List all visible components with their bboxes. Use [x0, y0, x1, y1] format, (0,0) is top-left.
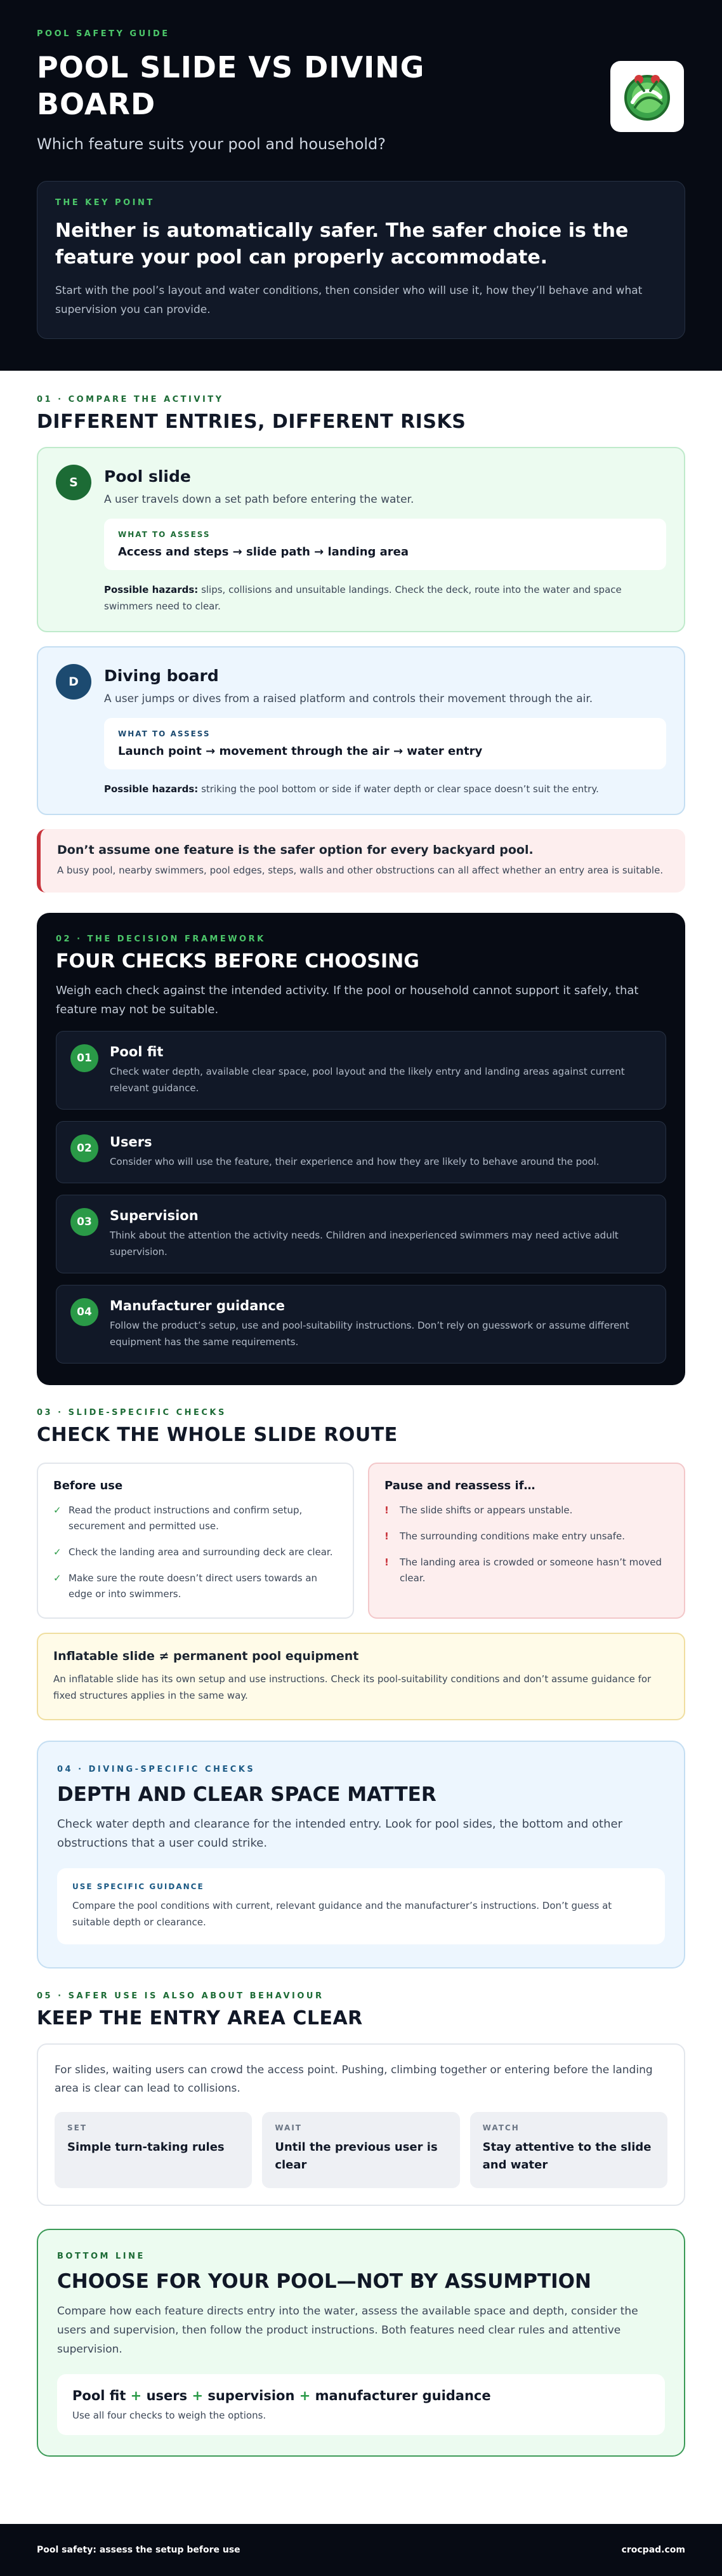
- plus-sign: +: [126, 2388, 147, 2403]
- dive-hazard-text: striking the pool bottom or side if water depth or clear space doesn’t suit the entry.: [198, 783, 599, 795]
- compare-section: [37, 395, 685, 893]
- formula-part: users: [146, 2388, 188, 2403]
- inflatable-note: [37, 1633, 685, 1720]
- page-subtitle: Which feature suits your pool and household?: [37, 135, 386, 153]
- pause-title: Pause and reassess if…: [384, 1479, 535, 1492]
- diving-board-card: [37, 646, 685, 815]
- list-item: [384, 1529, 669, 1544]
- slide-description: A user travels down a set path before entering the water.: [104, 493, 414, 506]
- dive-assess-label: WHAT TO ASSESS: [118, 729, 211, 738]
- tile-watch: [470, 2112, 667, 2188]
- check-title: Users: [110, 1134, 152, 1150]
- exclamation-icon: !: [384, 1504, 389, 1516]
- check-text: Consider who will use the feature, their experience and how they are likely to behave around the pool.: [110, 1156, 600, 1167]
- formula-part: supervision: [207, 2388, 295, 2403]
- list-item-text: Check the landing area and surrounding deck are clear.: [69, 1546, 333, 1558]
- check-title: Pool fit: [110, 1044, 164, 1059]
- diving-checks-section: [37, 1741, 685, 1969]
- check-text: Think about the attention the activity needs. Children and inexperienced swimmers may need active adult supervision.: [110, 1230, 619, 1258]
- formula-part: manufacturer guidance: [315, 2388, 491, 2403]
- warning-callout: [37, 829, 685, 893]
- formula-part: Pool fit: [72, 2388, 126, 2403]
- behaviour-tiles: [55, 2112, 667, 2188]
- diving-checks-eyebrow: 04 · DIVING-SPECIFIC CHECKS: [57, 1765, 256, 1774]
- list-item: [53, 1503, 338, 1534]
- check-mark-icon: ✓: [53, 1504, 62, 1516]
- framework-eyebrow: 02 · THE DECISION FRAMEWORK: [56, 934, 266, 944]
- slide-checks-section: [37, 1408, 685, 1720]
- before-use-title: Before use: [53, 1479, 123, 1492]
- check-item: [56, 1031, 666, 1110]
- check-text: Check water depth, available clear space, pool layout and the likely entry and landing areas against current relevant guidance.: [110, 1066, 625, 1094]
- slide-hazard-text: slips, collisions and unsuitable landings. Check the deck, route into the water and space swimmers need to clear.: [104, 584, 622, 612]
- list-item-text: Read the product instructions and confirm setup, securement and permitted use.: [69, 1504, 303, 1532]
- hero-section: [0, 0, 722, 371]
- pause-reassess-box: [368, 1463, 685, 1619]
- guidance-box: [57, 1868, 665, 1944]
- check-number: 04: [70, 1298, 98, 1326]
- tile-label: SET: [67, 2123, 88, 2132]
- key-point-headline: Neither is automatically safer. The safer choice is the feature your pool can properly accommodate.: [55, 220, 629, 269]
- formula: [72, 2388, 650, 2403]
- framework-intro: Weigh each check against the intended activity. If the pool or household cannot support it safely, that feature may not be suitable.: [56, 984, 639, 1016]
- tile-label: WATCH: [482, 2123, 520, 2132]
- footer-site-link[interactable]: crocpad.com: [621, 2545, 685, 2555]
- dive-title: Diving board: [104, 667, 219, 685]
- slide-hazard-label: Possible hazards:: [104, 584, 199, 595]
- green-slide-logo-icon: [620, 69, 674, 124]
- key-point-text: Start with the pool’s layout and water conditions, then consider who will use it, how they’ll behave and what supervision you can provide.: [55, 284, 643, 316]
- tile-value: Simple turn-taking rules: [67, 2141, 225, 2154]
- warning-title: Don’t assume one feature is the safer option for every backyard pool.: [57, 843, 534, 857]
- entry-area-card: [37, 2043, 685, 2206]
- main-content: [0, 371, 722, 2457]
- diving-checks-title: DEPTH AND CLEAR SPACE MATTER: [57, 1783, 436, 1806]
- warning-text: A busy pool, nearby swimmers, pool edges, steps, walls and other obstructions can all affect whether an entry area is suitable.: [57, 865, 664, 876]
- list-item: [53, 1544, 338, 1560]
- list-item-text: Make sure the route doesn’t direct users towards an edge or into swimmers.: [69, 1572, 318, 1600]
- slide-initial-badge: S: [56, 465, 91, 500]
- slide-hazards: [104, 581, 666, 614]
- footer-tagline: Pool safety: assess the setup before use: [37, 2545, 240, 2555]
- exclamation-icon: !: [384, 1530, 389, 1542]
- page-title: POOL SLIDE VS DIVING BOARD: [37, 50, 425, 121]
- list-item-text: The slide shifts or appears unstable.: [400, 1504, 573, 1516]
- framework-title: FOUR CHECKS BEFORE CHOOSING: [56, 950, 419, 973]
- tile-wait: [262, 2112, 459, 2188]
- slide-assess-box: [104, 519, 666, 570]
- footer: [0, 2524, 722, 2576]
- list-item: [384, 1555, 669, 1586]
- note-title: Inflatable slide ≠ permanent pool equipment: [53, 1649, 359, 1663]
- check-item: [56, 1195, 666, 1273]
- bottom-line-section: [37, 2229, 685, 2457]
- tile-value: Stay attentive to the slide and water: [482, 2141, 652, 2172]
- dive-description: A user jumps or dives from a raised platform and controls their movement through the air.: [104, 693, 593, 705]
- dive-hazards: [104, 781, 666, 797]
- bottom-line-eyebrow: BOTTOM LINE: [57, 2252, 145, 2261]
- behaviour-eyebrow: 05 · SAFER USE IS ALSO ABOUT BEHAVIOUR: [37, 1991, 324, 2001]
- tile-set: [55, 2112, 252, 2188]
- exclamation-icon: !: [384, 1557, 389, 1568]
- pool-slide-card: [37, 447, 685, 632]
- key-point-label: THE KEY POINT: [55, 198, 155, 208]
- list-item-text: The surrounding conditions make entry unsafe.: [400, 1530, 626, 1542]
- check-text: Follow the product’s setup, use and pool-suitability instructions. Don’t rely on guesswork or assume different equipment has the same requirements.: [110, 1320, 629, 1348]
- dive-assess-box: [104, 718, 666, 769]
- bottom-line-intro: Compare how each feature directs entry into the water, assess the available space and depth, consider the users and supervision, then follow the product instructions. Both features need clear rules and attentive supervision.: [57, 2305, 638, 2356]
- guidance-text: Compare the pool conditions with current, relevant guidance and the manufacturer’s instructions. Don’t guess at suitable depth or clearance.: [72, 1900, 612, 1928]
- site-logo[interactable]: [610, 61, 684, 132]
- compare-eyebrow: 01 · COMPARE THE ACTIVITY: [37, 395, 224, 404]
- before-use-box: [37, 1463, 354, 1619]
- check-title: Supervision: [110, 1208, 199, 1223]
- formula-box: [57, 2374, 665, 2435]
- check-number: 01: [70, 1044, 98, 1072]
- slide-checks-eyebrow: 03 · SLIDE-SPECIFIC CHECKS: [37, 1408, 226, 1417]
- diving-checks-intro: Check water depth and clearance for the intended entry. Look for pool sides, the bottom and other obstructions that a user could strike.: [57, 1817, 622, 1850]
- check-number: 02: [70, 1134, 98, 1162]
- check-mark-icon: ✓: [53, 1572, 62, 1584]
- behaviour-intro: For slides, waiting users can crowd the access point. Pushing, climbing together or entering before the landing area is clear can lead to collisions.: [55, 2064, 653, 2095]
- framework-section: [37, 913, 685, 1385]
- plus-sign: +: [187, 2388, 208, 2403]
- slide-assess-label: WHAT TO ASSESS: [118, 530, 211, 539]
- compare-title: DIFFERENT ENTRIES, DIFFERENT RISKS: [37, 411, 466, 433]
- guidance-label: USE SPECIFIC GUIDANCE: [72, 1882, 204, 1891]
- slide-checks-title: CHECK THE WHOLE SLIDE ROUTE: [37, 1424, 398, 1446]
- note-text: An inflatable slide has its own setup and use instructions. Check its pool-suitability conditions and don’t assume guidance for fixed structures applies in the same way.: [53, 1673, 652, 1701]
- tile-label: WAIT: [275, 2123, 302, 2132]
- list-item: [53, 1570, 338, 1602]
- formula-note: Use all four checks to weigh the options.: [72, 2410, 266, 2421]
- list-item-text: The landing area is crowded or someone hasn’t moved clear.: [400, 1557, 662, 1584]
- tile-value: Until the previous user is clear: [275, 2141, 438, 2172]
- check-number: 03: [70, 1208, 98, 1236]
- dive-initial-badge: D: [56, 664, 91, 700]
- check-item: [56, 1285, 666, 1364]
- check-title: Manufacturer guidance: [110, 1298, 286, 1313]
- hero-eyebrow: POOL SAFETY GUIDE: [37, 29, 170, 39]
- slide-checks-columns: [37, 1463, 685, 1619]
- plus-sign: +: [294, 2388, 315, 2403]
- bottom-line-title: CHOOSE FOR YOUR POOL—NOT BY ASSUMPTION: [57, 2270, 591, 2293]
- dive-hazard-label: Possible hazards:: [104, 783, 199, 795]
- behaviour-section: [37, 1991, 685, 2206]
- list-item: [384, 1503, 669, 1518]
- dive-assess-flow: Launch point → movement through the air → water entry: [118, 745, 483, 758]
- slide-title: Pool slide: [104, 467, 191, 486]
- check-item: [56, 1121, 666, 1183]
- key-point-box: [37, 181, 685, 339]
- slide-assess-flow: Access and steps → slide path → landing area: [118, 545, 409, 559]
- behaviour-title: KEEP THE ENTRY AREA CLEAR: [37, 2007, 363, 2029]
- check-mark-icon: ✓: [53, 1546, 62, 1558]
